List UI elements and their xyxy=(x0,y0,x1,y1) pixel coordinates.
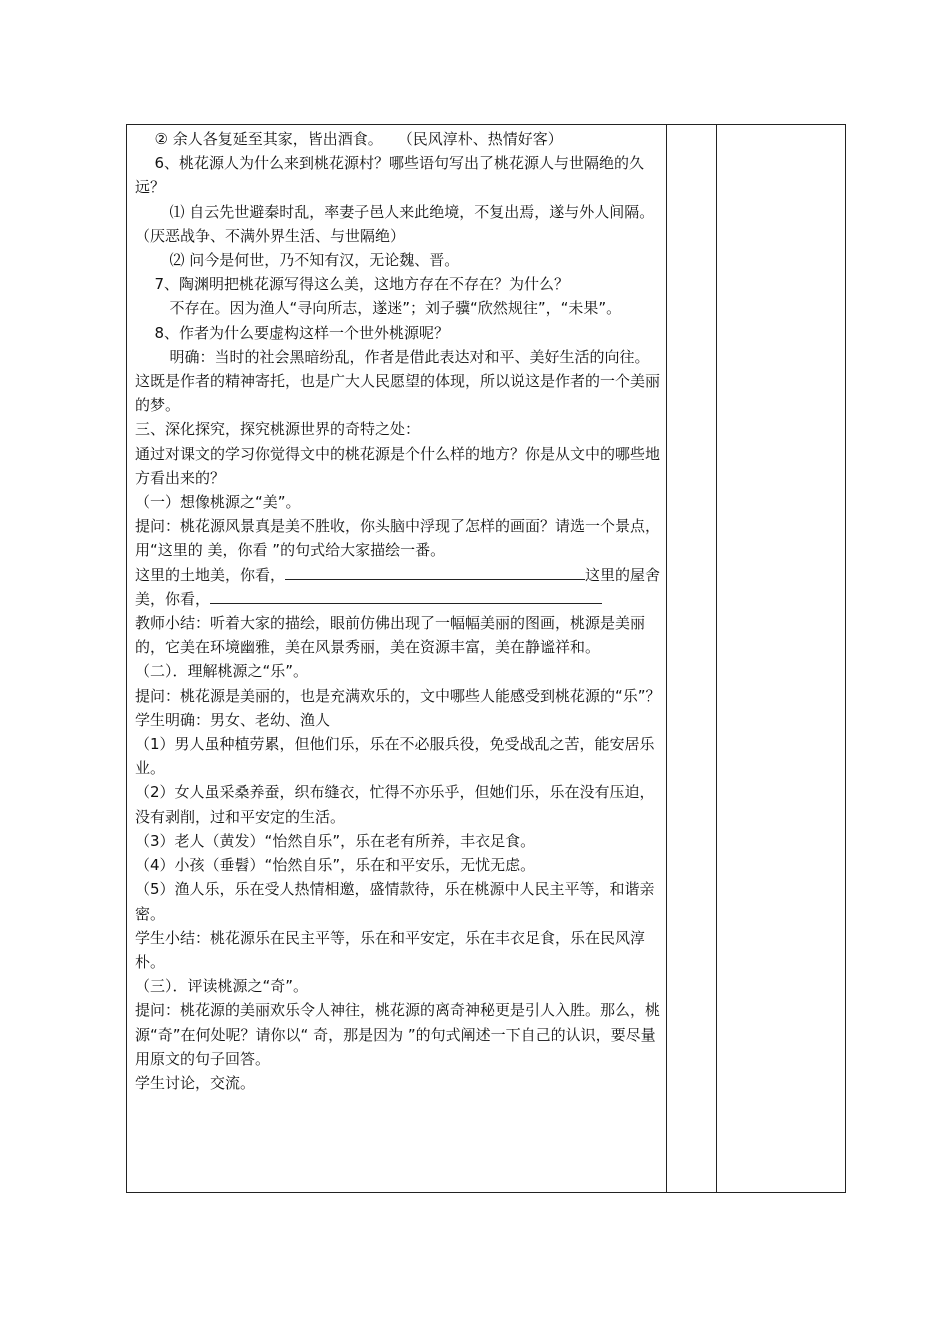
text-line: （1）男人虽种植劳累，但他们乐，乐在不必服兵役，免受战乱之苦，能安居乐业。 xyxy=(135,735,655,778)
text-line: 学生小结：桃花源乐在民主平等，乐在和平安定，乐在丰衣足食，乐在民风淳朴。 xyxy=(135,928,646,971)
text-line: 不存在。因为渔人“寻向所志，遂迷”；刘子骥“欣然规往”，“未果”。 xyxy=(169,299,622,318)
text-line: （4）小孩（垂髫）“怡然自乐”，乐在和平安乐，无忧无虑。 xyxy=(135,856,536,875)
text-line: 明确：当时的社会黑暗纷乱，作者是借此表达对和平、美好生活的向往。这既是作者的精神寄托，也是广大人民愿望的体现，所以说这是作者的一个美丽的梦。 xyxy=(135,347,661,415)
content-column xyxy=(127,125,667,1192)
fill-prompt-2: 这里的屋舍美，你看， xyxy=(135,565,661,608)
empty-column-middle xyxy=(667,125,717,1192)
text-line: （3）老人（黄发）“怡然自乐”，乐在老有所养，丰衣足食。 xyxy=(135,831,536,850)
text-line: ② 余人各复延至其家，皆出酒食。 （民风淳朴、热情好客） xyxy=(154,130,563,148)
text-line: 提问：桃花源是美丽的，也是充满欢乐的，文中哪些人能感受到桃花源的“乐”？ xyxy=(135,686,661,705)
fill-in-line xyxy=(135,563,661,611)
text-line: 7、陶渊明把桃花源写得这么美，这地方存在不存在？为什么？ xyxy=(154,275,570,294)
text-line: 教师小结：听着大家的描绘，眼前仿佛出现了一幅幅美丽的图画，桃源是美丽的，它美在环境幽雅，美在风景秀丽，美在资源丰富，美在静谧祥和。 xyxy=(135,614,646,657)
subsection-heading: （一）想像桃源之“美”。 xyxy=(135,493,301,512)
section-heading: 三、深化探究，探究桃源世界的奇特之处： xyxy=(135,420,421,439)
lesson-table xyxy=(126,124,846,1193)
fill-prompt-1: 这里的土地美，你看， xyxy=(135,565,286,584)
text-line: （2）女人虽采桑养蚕，织布缝衣，忙得不亦乐乎，但她们乐，乐在没有压迫，没有剥削，过和平安定的生活。 xyxy=(135,783,655,826)
text-line: 学生讨论，交流。 xyxy=(135,1073,256,1092)
text-line: 提问：桃花源风景真是美不胜收，你头脑中浮现了怎样的画面？请选一个景点，用“这里的 美，你看 ”的句式给大家描绘一番。 xyxy=(135,517,661,560)
text-line: ⑴ 自云先世避秦时乱，率妻子邑人来此绝境，不复出焉，遂与外人间隔。 （厌恶战争、不满外界生活、与世隔绝） xyxy=(135,202,662,245)
text-line: 8、作者为什么要虚构这样一个世外桃源呢？ xyxy=(154,323,450,342)
empty-column-right xyxy=(717,125,847,1192)
text-line: 提问：桃花源的美丽欢乐令人神往，桃花源的离奇神秘更是引人入胜。那么，桃源“奇”在何处呢？请你以“ 奇，那是因为 ”的句式阐述一下自己的认识，要尽量用原文的句子回答。 xyxy=(135,1001,661,1068)
text-line: 6、桃花源人为什么来到桃花源村？哪些语句写出了桃花源人与世隔绝的久远？ xyxy=(135,154,645,197)
subsection-heading: （三）．评读桃源之“奇”。 xyxy=(135,977,309,996)
text-line: （5）渔人乐，乐在受人热情相邀，盛情款待，乐在桃源中人民主平等，和谐亲密。 xyxy=(135,880,655,923)
subsection-heading: （二）．理解桃源之“乐”。 xyxy=(135,662,309,681)
answer-blank-2[interactable] xyxy=(210,587,602,604)
text-line: 通过对课文的学习你觉得文中的桃花源是个什么样的地方？你是从文中的哪些地方看出来的？ xyxy=(135,444,661,487)
text-line: 学生明确：男女、老幼、渔人 xyxy=(135,710,331,729)
answer-blank-1[interactable] xyxy=(285,563,585,580)
lesson-content xyxy=(135,127,661,1095)
text-line: ⑵ 问今是何世，乃不知有汉，无论魏、晋。 xyxy=(169,251,460,270)
